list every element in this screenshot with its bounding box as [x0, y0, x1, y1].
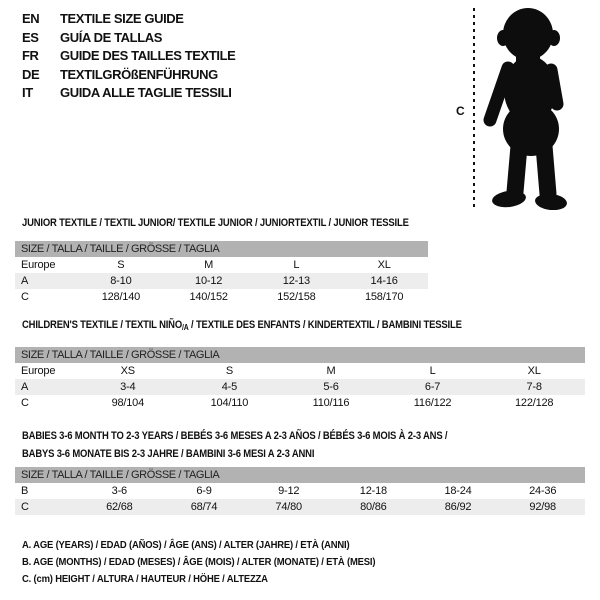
height-cell: 62/68 [106, 501, 133, 513]
height-cell: 74/80 [275, 501, 302, 513]
language-code: IT [22, 85, 33, 100]
language-code: FR [22, 48, 39, 63]
title-subscript: /A [182, 323, 189, 332]
age-cell: 14-16 [370, 275, 398, 287]
table-row-height [15, 499, 585, 515]
size-header-row: SIZE / TALLA / TAILLE / GRÖSSE / TAGLIA [15, 347, 585, 363]
age-cell: 3-6 [111, 485, 127, 497]
table-row-age [15, 379, 585, 395]
age-cell: 6-9 [196, 485, 212, 497]
section-title-babies [22, 427, 447, 463]
size-cell: L [429, 365, 436, 377]
section-title-junior: JUNIOR TEXTILE / TEXTIL JUNIOR/ TEXTILE JUNIOR / JUNIORTEXTIL / JUNIOR TESSILE [22, 217, 409, 229]
row-label: A [21, 275, 29, 287]
age-cell: 8-10 [110, 275, 132, 287]
language-row-en [22, 10, 235, 29]
language-code: DE [22, 66, 40, 82]
row-label: C [21, 501, 29, 513]
row-label: A [21, 381, 29, 393]
size-cell: S [117, 259, 125, 271]
size-cell: L [293, 259, 300, 271]
size-header-row: SIZE / TALLA / TAILLE / GRÖSSE / TAGLIA [15, 241, 428, 257]
row-label: B [21, 485, 29, 497]
title-text: / TEXTILE DES ENFANTS / KINDERTEXTIL / BAMBINI TESSILE [188, 319, 462, 331]
language-label: GUÍA DE TALLAS [60, 29, 163, 45]
size-cell: XL [527, 365, 541, 377]
title-line-1: BABIES 3-6 MONTH TO 2-3 YEARS / BEBÉS 3-6 MESES A 2-3 AÑOS / BÉBÉS 3-6 MOIS À 2-3 ANS / [22, 430, 448, 442]
height-cell: 104/110 [210, 397, 249, 409]
title-line-2: BABYS 3-6 MONATE BIS 2-3 JAHRE / BAMBINI 3-6 MESI A 2-3 ANNI [22, 448, 315, 460]
size-cell: M [204, 259, 214, 271]
height-cell: 110/116 [312, 397, 350, 409]
row-label: Europe [21, 365, 56, 377]
height-cell: 122/128 [514, 397, 554, 409]
toddler-silhouette-icon [482, 6, 580, 210]
height-cell: 80/86 [360, 501, 387, 513]
age-cell: 4-5 [221, 381, 238, 393]
age-cell: 24-36 [529, 485, 557, 497]
size-cell: M [326, 365, 336, 377]
junior-size-table [15, 241, 428, 305]
height-cell: 152/158 [277, 291, 316, 303]
size-cell: XL [377, 259, 391, 271]
note-b: B. AGE (MONTHS) / EDAD (MESES) / ÂGE (MOIS) / ALTER (MONATE) / ETÀ (MESI) [22, 556, 376, 568]
age-cell: 18-24 [444, 485, 472, 497]
age-cell: 3-4 [120, 381, 136, 393]
title-text: CHILDREN'S TEXTILE / TEXTIL NIÑO [22, 319, 183, 331]
age-cell: 6-7 [424, 381, 441, 393]
language-row-es [22, 29, 235, 48]
children-size-table [15, 347, 585, 411]
section-title-children [22, 319, 462, 332]
height-measure-label: C [456, 104, 465, 118]
language-label: GUIDA ALLE TAGLIE TESSILI [60, 85, 232, 100]
legend-notes [22, 537, 375, 588]
height-cell: 116/122 [413, 397, 452, 409]
language-label: TEXTILE SIZE GUIDE [60, 11, 184, 26]
age-cell: 12-18 [359, 485, 387, 497]
table-row-height [15, 289, 428, 305]
height-cell: 86/92 [444, 501, 472, 513]
note-c: C. (cm) HEIGHT / ALTURA / HAUTEUR / HÖHE / ALTEZZA [22, 573, 268, 585]
language-code: EN [22, 11, 40, 26]
table-row-height [15, 395, 585, 411]
language-code: ES [22, 29, 39, 45]
age-cell: 10-12 [195, 275, 223, 287]
table-row-europe [15, 257, 428, 273]
height-cell: 158/170 [364, 291, 404, 303]
size-cell: XS [120, 365, 135, 377]
age-cell: 9-12 [278, 485, 300, 497]
language-label: TEXTILGRÖßENFÜHRUNG [60, 66, 218, 82]
row-label: C [21, 291, 29, 303]
height-cell: 68/74 [190, 501, 218, 513]
row-label: C [21, 397, 29, 409]
size-cell: S [225, 365, 233, 377]
table-row-age [15, 273, 428, 289]
language-row-de [22, 66, 235, 85]
size-header-row: SIZE / TALLA / TAILLE / GRÖSSE / TAGLIA [15, 467, 585, 483]
language-row-it [22, 84, 235, 103]
age-cell: 5-6 [323, 381, 339, 393]
height-cell: 128/140 [101, 291, 141, 303]
age-cell: 7-8 [526, 381, 542, 393]
babies-size-table [15, 467, 585, 515]
table-row-europe [15, 363, 585, 379]
age-cell: 12-13 [282, 275, 310, 287]
height-cell: 140/152 [189, 291, 228, 303]
height-cell: 92/98 [529, 501, 556, 513]
note-a: A. AGE (YEARS) / EDAD (AÑOS) / ÂGE (ANS) / ALTER (JAHRE) / ETÀ (ANNI) [22, 539, 350, 551]
height-cell: 98/104 [111, 397, 145, 409]
language-row-fr [22, 47, 235, 66]
row-label: Europe [21, 259, 56, 271]
language-label: GUIDE DES TAILLES TEXTILE [60, 48, 236, 63]
height-measure-dashed-line [473, 8, 475, 208]
language-list [22, 10, 235, 103]
table-row-age-months [15, 483, 585, 499]
